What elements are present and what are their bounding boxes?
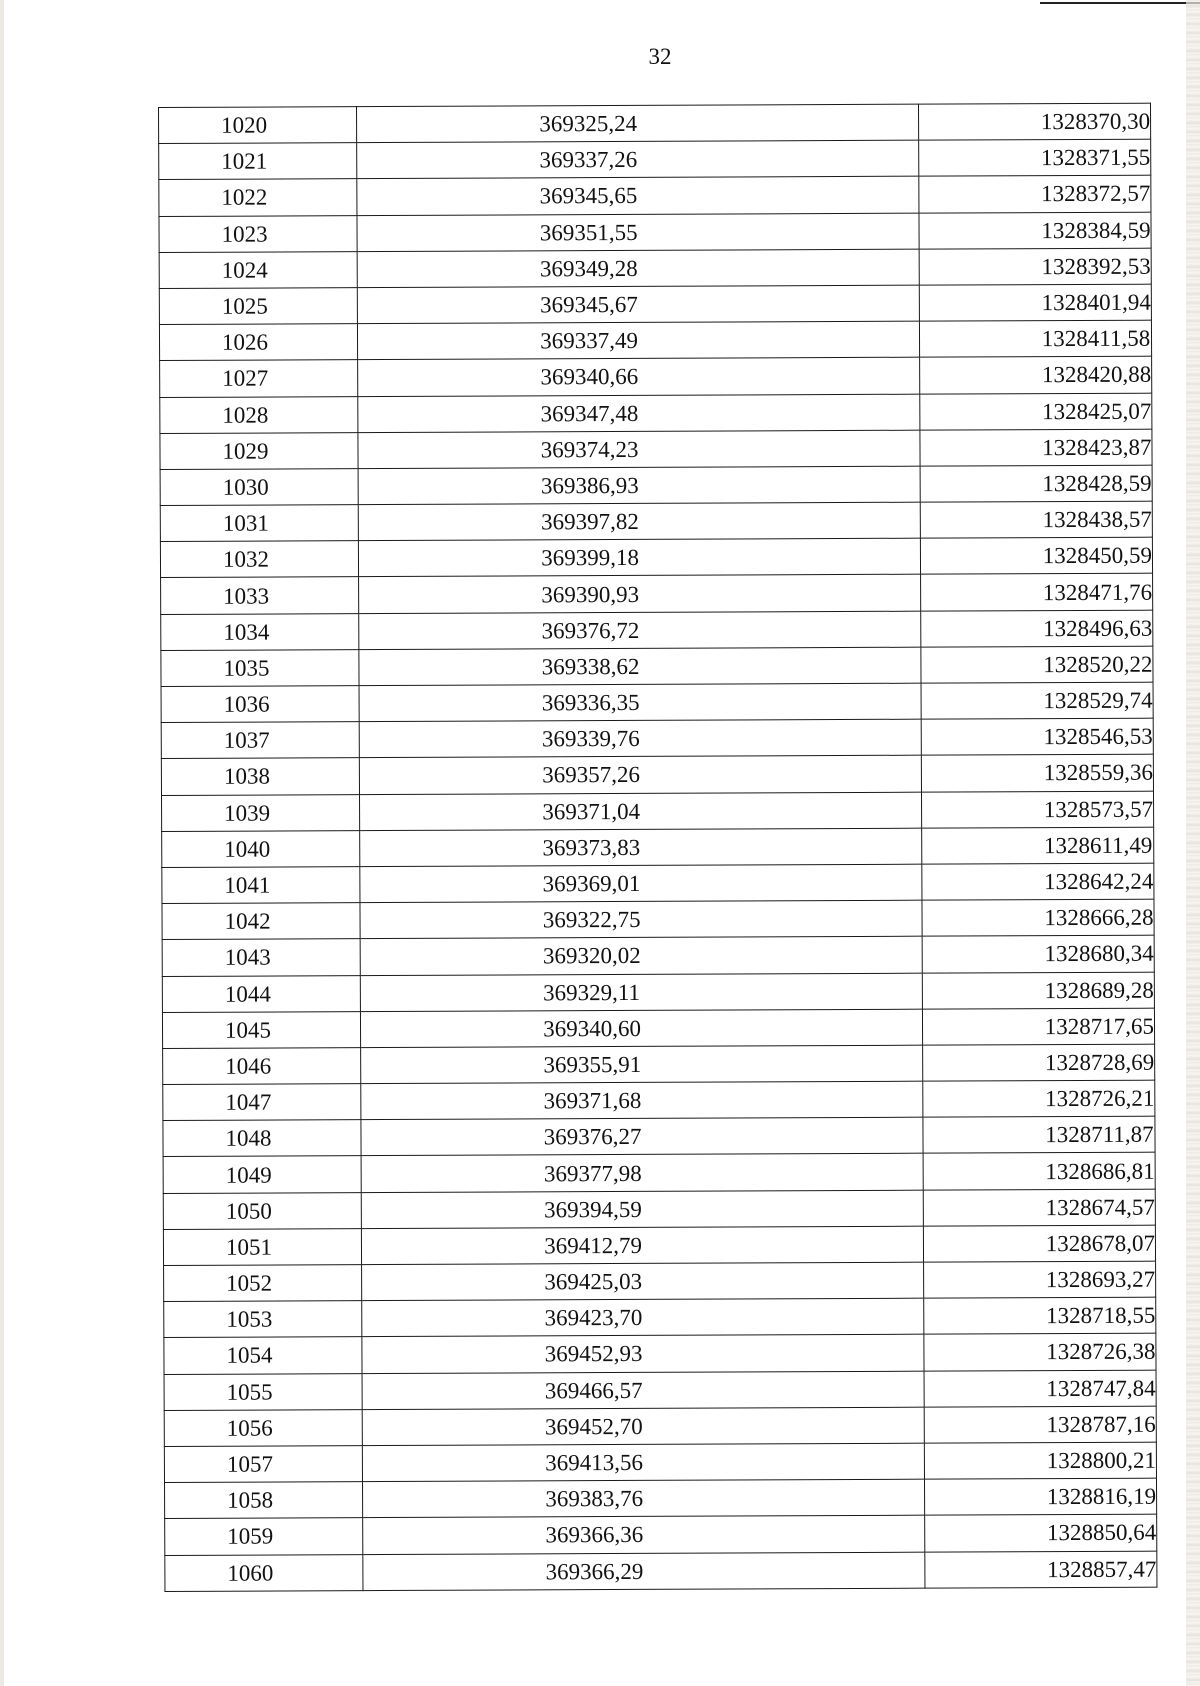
y-coordinate-cell: 1328689,28 <box>922 972 1154 1009</box>
x-coordinate-cell: 369340,66 <box>358 357 920 396</box>
point-number-cell: 1041 <box>162 867 360 904</box>
x-coordinate-cell: 369452,70 <box>362 1407 924 1446</box>
x-coordinate-cell: 369366,36 <box>363 1515 925 1554</box>
y-coordinate-cell: 1328438,57 <box>920 501 1152 538</box>
table-row <box>159 212 1151 253</box>
point-number-cell: 1042 <box>162 903 360 940</box>
scan-left-edge <box>0 0 4 1686</box>
point-number-cell: 1049 <box>163 1156 361 1193</box>
x-coordinate-cell: 369390,93 <box>359 575 921 614</box>
y-coordinate-cell: 1328611,49 <box>921 827 1153 864</box>
point-number-cell: 1052 <box>164 1265 362 1302</box>
coordinates-table-body <box>159 103 1157 1591</box>
y-coordinate-cell: 1328546,53 <box>921 718 1153 755</box>
y-coordinate-cell: 1328718,55 <box>923 1297 1155 1334</box>
table-row <box>165 1514 1157 1555</box>
table-row <box>159 284 1151 325</box>
y-coordinate-cell: 1328711,87 <box>923 1116 1155 1153</box>
table-row <box>162 899 1154 940</box>
table-row <box>159 320 1151 361</box>
point-number-cell: 1030 <box>160 469 358 506</box>
table-row <box>161 682 1153 723</box>
x-coordinate-cell: 369413,56 <box>363 1443 925 1482</box>
table-row <box>161 574 1153 615</box>
y-coordinate-cell: 1328717,65 <box>922 1008 1154 1045</box>
point-number-cell: 1026 <box>159 324 357 361</box>
table-row <box>163 1225 1155 1266</box>
point-number-cell: 1023 <box>159 215 357 252</box>
x-coordinate-cell: 369320,02 <box>360 936 922 975</box>
x-coordinate-cell: 369336,35 <box>359 683 921 722</box>
table-row <box>159 176 1151 217</box>
x-coordinate-cell: 369394,59 <box>361 1190 923 1229</box>
y-coordinate-cell: 1328747,84 <box>924 1370 1156 1407</box>
table-row <box>163 1189 1155 1230</box>
x-coordinate-cell: 369347,48 <box>358 394 920 433</box>
table-row <box>162 1008 1154 1049</box>
table-row <box>160 356 1152 397</box>
point-number-cell: 1037 <box>161 722 359 759</box>
y-coordinate-cell: 1328471,76 <box>920 574 1152 611</box>
table-row <box>162 863 1154 904</box>
coordinates-table <box>158 103 1157 1592</box>
point-number-cell: 1038 <box>161 758 359 795</box>
scan-right-edge <box>1186 0 1200 1686</box>
y-coordinate-cell: 1328816,19 <box>924 1478 1156 1515</box>
table-row <box>159 248 1151 289</box>
point-number-cell: 1058 <box>165 1482 363 1519</box>
point-number-cell: 1039 <box>162 794 360 831</box>
point-number-cell: 1031 <box>160 505 358 542</box>
point-number-cell: 1057 <box>164 1446 362 1483</box>
y-coordinate-cell: 1328787,16 <box>924 1406 1156 1443</box>
table-row <box>164 1442 1156 1483</box>
x-coordinate-cell: 369376,27 <box>361 1117 923 1156</box>
x-coordinate-cell: 369371,68 <box>361 1081 923 1120</box>
y-coordinate-cell: 1328372,57 <box>919 176 1151 213</box>
y-coordinate-cell: 1328450,59 <box>920 537 1152 574</box>
table-row <box>165 1478 1157 1519</box>
point-number-cell: 1040 <box>162 830 360 867</box>
x-coordinate-cell: 369466,57 <box>362 1371 924 1410</box>
table-row <box>163 1080 1155 1121</box>
x-coordinate-cell: 369355,91 <box>361 1045 923 1084</box>
x-coordinate-cell: 369339,76 <box>359 719 921 758</box>
table-row <box>163 1153 1155 1194</box>
table-row <box>164 1370 1156 1411</box>
y-coordinate-cell: 1328573,57 <box>921 791 1153 828</box>
y-coordinate-cell: 1328642,24 <box>922 863 1154 900</box>
x-coordinate-cell: 369329,11 <box>361 973 923 1012</box>
table-row <box>160 501 1152 542</box>
table-row <box>164 1406 1156 1447</box>
y-coordinate-cell: 1328726,21 <box>923 1080 1155 1117</box>
point-number-cell: 1050 <box>163 1192 361 1229</box>
y-coordinate-cell: 1328559,36 <box>921 755 1153 792</box>
table-row <box>160 465 1152 506</box>
x-coordinate-cell: 369399,18 <box>359 538 921 577</box>
table-row <box>164 1261 1156 1302</box>
x-coordinate-cell: 369325,24 <box>357 104 919 143</box>
y-coordinate-cell: 1328800,21 <box>924 1442 1156 1479</box>
x-coordinate-cell: 369366,29 <box>363 1552 925 1591</box>
x-coordinate-cell: 369322,75 <box>360 900 922 939</box>
table-row <box>165 1551 1157 1592</box>
y-coordinate-cell: 1328496,63 <box>920 610 1152 647</box>
y-coordinate-cell: 1328411,58 <box>919 320 1151 357</box>
x-coordinate-cell: 369345,67 <box>358 285 920 324</box>
point-number-cell: 1053 <box>164 1301 362 1338</box>
point-number-cell: 1036 <box>161 686 359 723</box>
point-number-cell: 1032 <box>160 541 358 578</box>
x-coordinate-cell: 369376,72 <box>359 611 921 650</box>
x-coordinate-cell: 369340,60 <box>361 1009 923 1048</box>
table-row <box>164 1297 1156 1338</box>
x-coordinate-cell: 369373,83 <box>360 828 922 867</box>
table-row <box>163 1044 1155 1085</box>
point-number-cell: 1020 <box>159 107 357 144</box>
point-number-cell: 1028 <box>160 396 358 433</box>
x-coordinate-cell: 369357,26 <box>360 756 922 795</box>
table-row <box>160 537 1152 578</box>
y-coordinate-cell: 1328420,88 <box>919 356 1151 393</box>
point-number-cell: 1033 <box>161 577 359 614</box>
y-coordinate-cell: 1328686,81 <box>923 1153 1155 1190</box>
table-row <box>162 791 1154 832</box>
y-coordinate-cell: 1328520,22 <box>921 646 1153 683</box>
x-coordinate-cell: 369423,70 <box>362 1298 924 1337</box>
point-number-cell: 1048 <box>163 1120 361 1157</box>
page-number: 32 <box>648 44 672 69</box>
y-coordinate-cell: 1328678,07 <box>923 1225 1155 1262</box>
table-row <box>161 755 1153 796</box>
scan-top-rule <box>1040 2 1200 4</box>
point-number-cell: 1024 <box>159 251 357 288</box>
y-coordinate-cell: 1328693,27 <box>923 1261 1155 1298</box>
x-coordinate-cell: 369345,65 <box>357 177 919 216</box>
x-coordinate-cell: 369412,79 <box>362 1226 924 1265</box>
point-number-cell: 1044 <box>162 975 360 1012</box>
table-row <box>160 393 1152 434</box>
point-number-cell: 1060 <box>165 1554 363 1591</box>
x-coordinate-cell: 369377,98 <box>361 1154 923 1193</box>
table-row <box>162 827 1154 868</box>
point-number-cell: 1054 <box>164 1337 362 1374</box>
point-number-cell: 1056 <box>164 1409 362 1446</box>
point-number-cell: 1022 <box>159 179 357 216</box>
x-coordinate-cell: 369452,93 <box>362 1335 924 1374</box>
table-row <box>164 1334 1156 1375</box>
y-coordinate-cell: 1328401,94 <box>919 284 1151 321</box>
point-number-cell: 1047 <box>163 1084 361 1121</box>
table-row <box>161 610 1153 651</box>
point-number-cell: 1021 <box>159 143 357 180</box>
y-coordinate-cell: 1328726,38 <box>924 1334 1156 1371</box>
x-coordinate-cell: 369351,55 <box>357 213 919 252</box>
point-number-cell: 1043 <box>162 939 360 976</box>
x-coordinate-cell: 369374,23 <box>358 430 920 469</box>
point-number-cell: 1059 <box>165 1518 363 1555</box>
x-coordinate-cell: 369397,82 <box>358 502 920 541</box>
table-row <box>162 935 1154 976</box>
point-number-cell: 1035 <box>161 649 359 686</box>
point-number-cell: 1034 <box>161 613 359 650</box>
x-coordinate-cell: 369369,01 <box>360 864 922 903</box>
x-coordinate-cell: 369338,62 <box>359 647 921 686</box>
point-number-cell: 1055 <box>164 1373 362 1410</box>
x-coordinate-cell: 369337,26 <box>357 140 919 179</box>
table-row <box>161 718 1153 759</box>
x-coordinate-cell: 369383,76 <box>363 1479 925 1518</box>
y-coordinate-cell: 1328371,55 <box>918 139 1150 176</box>
table-row <box>162 972 1154 1013</box>
table-row <box>159 103 1151 144</box>
point-number-cell: 1027 <box>160 360 358 397</box>
point-number-cell: 1051 <box>163 1228 361 1265</box>
table-row <box>160 429 1152 470</box>
y-coordinate-cell: 1328425,07 <box>920 393 1152 430</box>
y-coordinate-cell: 1328728,69 <box>922 1044 1154 1081</box>
y-coordinate-cell: 1328428,59 <box>920 465 1152 502</box>
x-coordinate-cell: 369386,93 <box>358 466 920 505</box>
y-coordinate-cell: 1328384,59 <box>919 212 1151 249</box>
point-number-cell: 1045 <box>162 1011 360 1048</box>
x-coordinate-cell: 369425,03 <box>362 1262 924 1301</box>
y-coordinate-cell: 1328857,47 <box>925 1551 1157 1588</box>
point-number-cell: 1029 <box>160 432 358 469</box>
x-coordinate-cell: 369349,28 <box>357 249 919 288</box>
y-coordinate-cell: 1328370,30 <box>918 103 1150 140</box>
table-row <box>159 139 1151 180</box>
table-row <box>163 1116 1155 1157</box>
table-row <box>161 646 1153 687</box>
y-coordinate-cell: 1328529,74 <box>921 682 1153 719</box>
x-coordinate-cell: 369371,04 <box>360 792 922 831</box>
y-coordinate-cell: 1328850,64 <box>924 1514 1156 1551</box>
y-coordinate-cell: 1328680,34 <box>922 935 1154 972</box>
y-coordinate-cell: 1328392,53 <box>919 248 1151 285</box>
point-number-cell: 1025 <box>159 288 357 325</box>
y-coordinate-cell: 1328674,57 <box>923 1189 1155 1226</box>
point-number-cell: 1046 <box>163 1047 361 1084</box>
y-coordinate-cell: 1328666,28 <box>922 899 1154 936</box>
y-coordinate-cell: 1328423,87 <box>920 429 1152 466</box>
x-coordinate-cell: 369337,49 <box>358 321 920 360</box>
